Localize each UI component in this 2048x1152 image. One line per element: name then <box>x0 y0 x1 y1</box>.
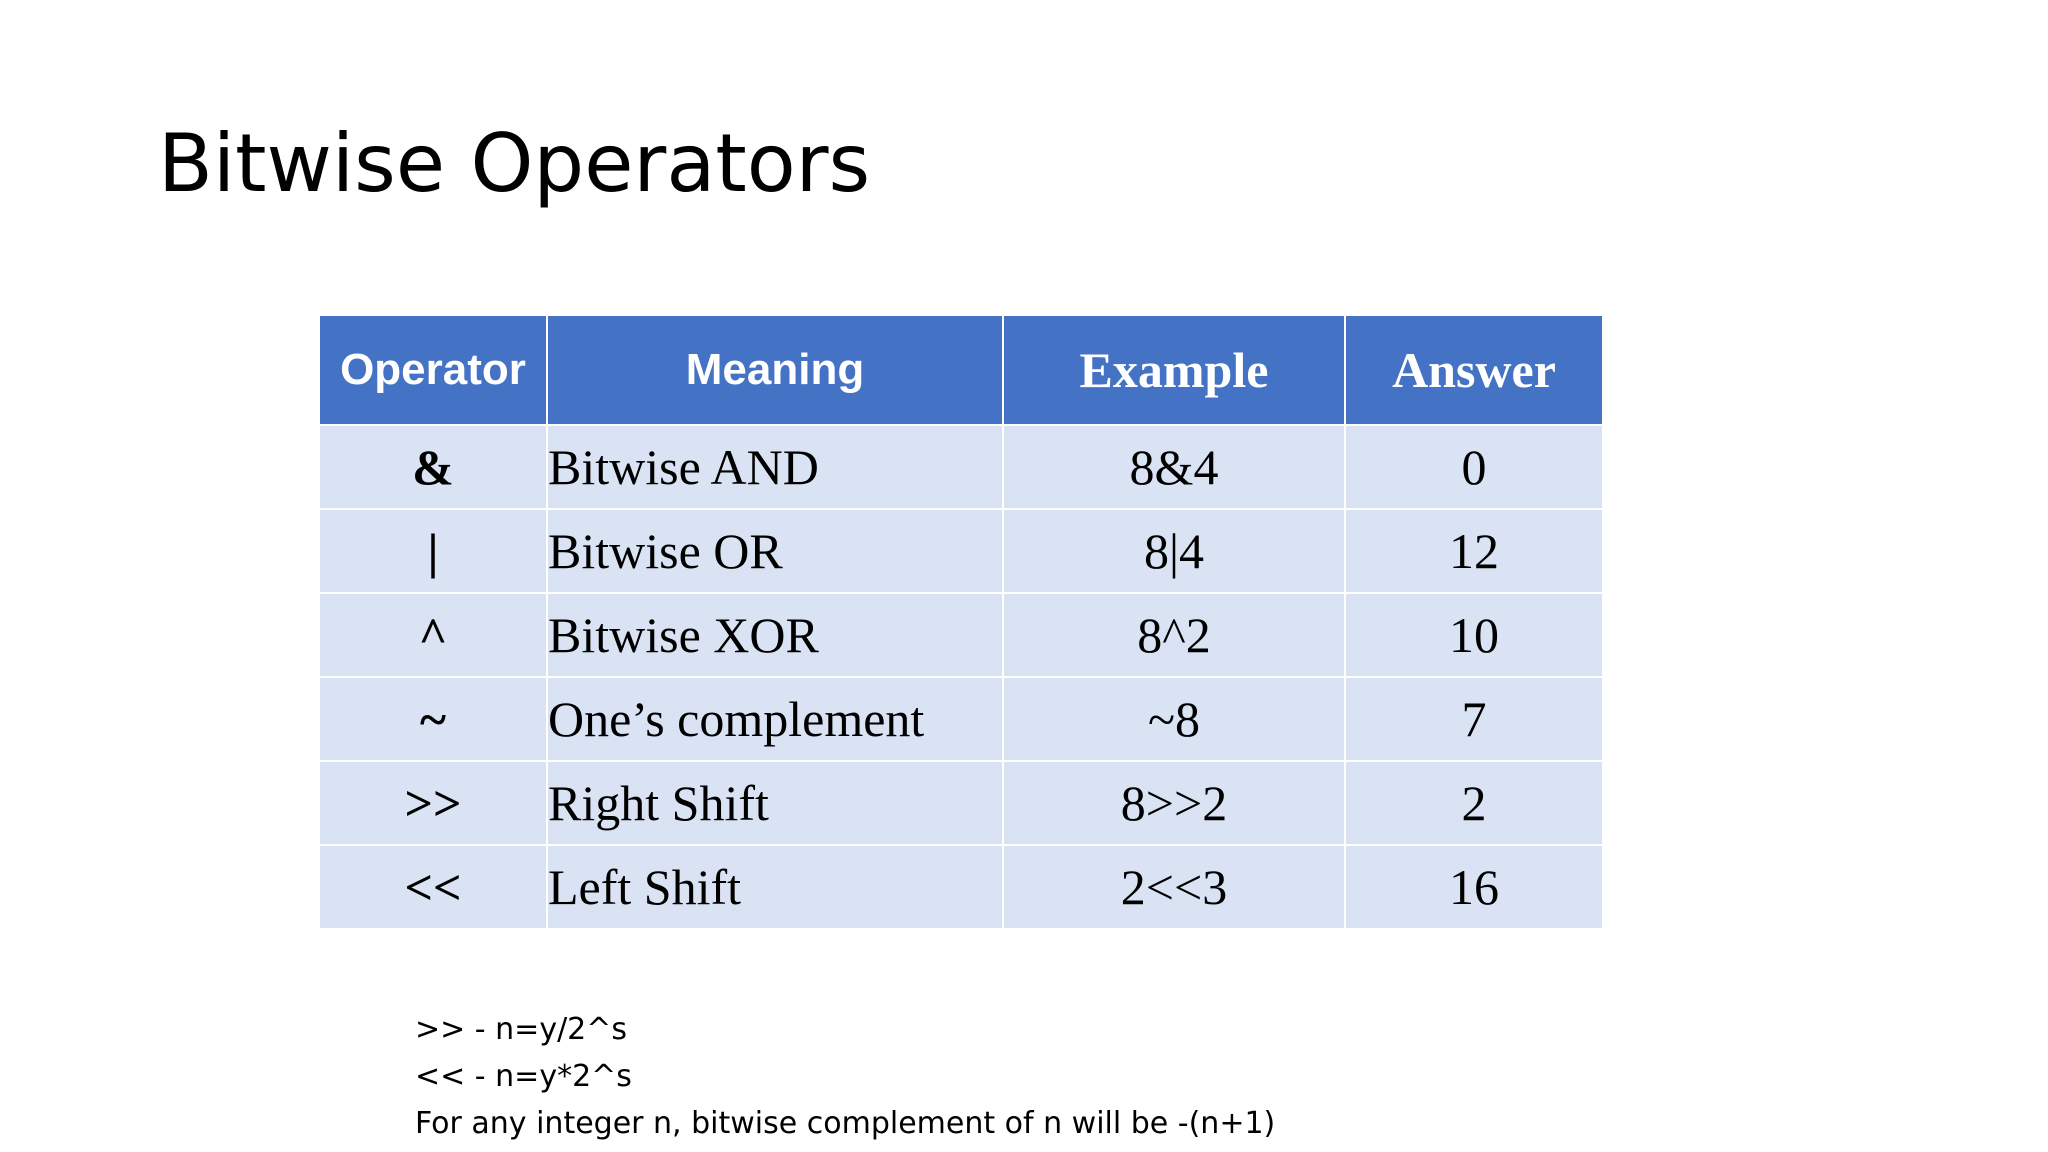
note-complement: For any integer n, bitwise complement of n will be -(n+1) <box>415 1106 1276 1141</box>
example-cell: ~8 <box>1003 677 1345 761</box>
table-row <box>319 509 1603 593</box>
meaning-cell: Right Shift <box>547 761 1003 845</box>
header-answer: Answer <box>1345 315 1603 425</box>
answer-cell: 10 <box>1345 593 1603 677</box>
table-row <box>319 677 1603 761</box>
header-example: Example <box>1003 315 1345 425</box>
table-header-row <box>319 315 1603 425</box>
operators-table <box>318 314 1604 930</box>
header-meaning: Meaning <box>547 315 1003 425</box>
table-row <box>319 593 1603 677</box>
table-row <box>319 761 1603 845</box>
table-row <box>319 425 1603 509</box>
answer-cell: 7 <box>1345 677 1603 761</box>
answer-cell: 16 <box>1345 845 1603 929</box>
table-row <box>319 845 1603 929</box>
example-cell: 2<<3 <box>1003 845 1345 929</box>
note-right-shift: >> - n=y/2^s <box>415 1012 628 1047</box>
slide-title: Bitwise Operators <box>158 117 871 210</box>
operator-cell: ^ <box>319 593 547 677</box>
note-left-shift: << - n=y*2^s <box>415 1059 632 1094</box>
example-cell: 8|4 <box>1003 509 1345 593</box>
answer-cell: 2 <box>1345 761 1603 845</box>
operator-cell: ~ <box>319 677 547 761</box>
operator-cell: << <box>319 845 547 929</box>
operator-cell: | <box>319 509 547 593</box>
example-cell: 8^2 <box>1003 593 1345 677</box>
meaning-cell: Bitwise XOR <box>547 593 1003 677</box>
meaning-cell: Bitwise AND <box>547 425 1003 509</box>
answer-cell: 12 <box>1345 509 1603 593</box>
operator-cell: & <box>319 425 547 509</box>
meaning-cell: Left Shift <box>547 845 1003 929</box>
meaning-cell: One’s complement <box>547 677 1003 761</box>
example-cell: 8>>2 <box>1003 761 1345 845</box>
example-cell: 8&4 <box>1003 425 1345 509</box>
notes <box>415 1006 1275 1147</box>
meaning-cell: Bitwise OR <box>547 509 1003 593</box>
operator-cell: >> <box>319 761 547 845</box>
header-operator: Operator <box>319 315 547 425</box>
answer-cell: 0 <box>1345 425 1603 509</box>
